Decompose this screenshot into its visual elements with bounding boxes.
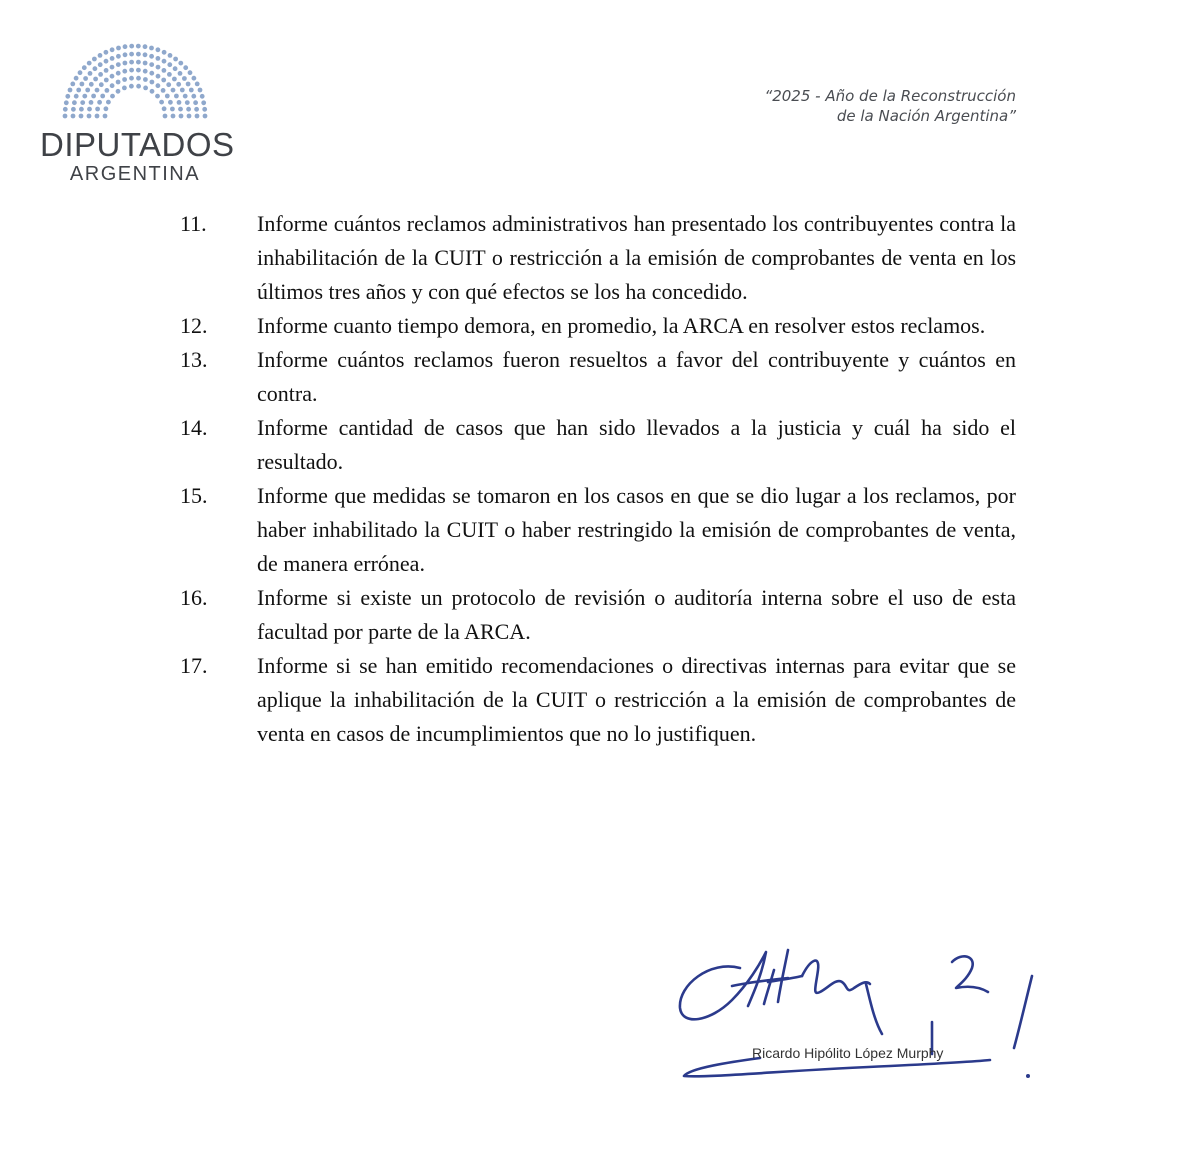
seat-dot	[170, 107, 175, 112]
seat-dot	[149, 71, 154, 76]
seat-dot	[104, 78, 109, 83]
seat-dot	[110, 56, 115, 61]
seat-dot	[80, 100, 85, 105]
seat-dot	[150, 80, 155, 85]
seat-dot	[63, 114, 68, 119]
seat-dot	[178, 71, 183, 76]
seat-dot	[136, 44, 141, 49]
seat-dot	[183, 94, 188, 99]
seat-dot	[192, 76, 197, 81]
seat-dot	[88, 71, 93, 76]
seat-dot	[162, 106, 167, 111]
seat-dot	[116, 80, 121, 85]
seat-dot	[171, 114, 176, 119]
seat-dot	[143, 44, 148, 49]
seat-dot	[165, 94, 170, 99]
seat-dot	[72, 100, 77, 105]
seat-dot	[95, 107, 100, 112]
seat-dot	[85, 88, 90, 93]
seat-dot	[83, 76, 88, 81]
seat-dot	[143, 69, 148, 74]
seat-dot	[188, 70, 193, 75]
seat-dot	[116, 71, 121, 76]
seat-dot	[198, 88, 203, 93]
seat-dot	[186, 107, 191, 112]
item-text: Informe si se han emitido recomendaciones o directivas internas para evitar que se aplique la inhabilitación de la CUIT o restricción a la emisión de comprobantes de venta en casos de incumplimientos que no lo justifiquen.	[257, 653, 1016, 746]
seat-dot	[123, 44, 128, 49]
seat-dot	[162, 50, 167, 55]
year-motto	[764, 86, 1016, 126]
seat-dot	[116, 54, 121, 59]
request-list	[180, 207, 1016, 751]
seat-dot	[185, 100, 190, 105]
seat-dot	[70, 82, 75, 87]
seat-dot	[106, 100, 111, 105]
seat-dot	[122, 86, 127, 91]
seat-dot	[156, 56, 161, 61]
seat-dot	[195, 82, 200, 87]
item-text: Informe cantidad de casos que han sido llevados a la justicia y cuál ha sido el resultado.	[257, 415, 1016, 474]
seat-dot	[163, 114, 168, 119]
seat-dot	[129, 44, 134, 49]
seat-dot	[176, 82, 181, 87]
seat-dot	[93, 77, 98, 82]
seat-dot	[161, 78, 166, 83]
seat-dot	[95, 114, 100, 119]
seat-dot	[180, 88, 185, 93]
seat-dot	[129, 60, 134, 65]
list-item	[180, 207, 1016, 309]
item-text: Informe cuántos reclamos fueron resueltos a favor del contribuyente y cuántos en contra.	[257, 347, 1016, 406]
seat-dot	[122, 69, 127, 74]
seat-dot	[104, 50, 109, 55]
seat-dot	[193, 100, 198, 105]
item-text: Informe cuanto tiempo demora, en promedio, la ARCA en resolver estos reclamos.	[257, 313, 986, 338]
seat-dot	[162, 68, 167, 73]
seat-dot	[99, 82, 104, 87]
item-number: 13.	[180, 347, 208, 372]
seat-dot	[110, 83, 115, 88]
item-number: 17.	[180, 653, 208, 678]
seat-dot	[136, 52, 141, 57]
seat-dot	[191, 94, 196, 99]
seat-dot	[143, 52, 148, 57]
seat-dot	[186, 82, 191, 87]
seat-dot	[156, 74, 161, 79]
seat-dot	[182, 76, 187, 81]
signature-block	[670, 930, 1050, 1090]
seat-dot	[179, 114, 184, 119]
seat-dot	[129, 76, 134, 81]
logo-subtitle: ARGENTINA	[69, 163, 201, 185]
list-item	[180, 581, 1016, 649]
seat-dot	[123, 61, 128, 66]
seat-dot	[149, 54, 154, 59]
seat-dot	[78, 70, 83, 75]
seat-dot	[116, 46, 121, 51]
seat-dot	[110, 74, 115, 79]
seat-dot	[166, 82, 171, 87]
list-item	[180, 479, 1016, 581]
seat-dot	[156, 47, 161, 52]
seat-dot	[201, 100, 206, 105]
handwritten-signature	[670, 930, 1050, 1090]
seat-dot	[82, 65, 87, 70]
item-number: 16.	[180, 585, 208, 610]
seat-dot	[123, 52, 128, 57]
seat-dot	[155, 94, 160, 99]
seat-dot	[116, 62, 121, 67]
seat-dot	[143, 86, 148, 91]
seat-dot	[178, 61, 183, 66]
seat-dot	[168, 100, 173, 105]
item-text: Informe que medidas se tomaron en los casos en que se dio lugar a los reclamos, por haber inhabilitado la CUIT o haber restringido la emisión de comprobantes de venta, de manera errónea.	[257, 483, 1016, 576]
logo	[40, 40, 235, 190]
seat-dot	[63, 107, 68, 112]
motto-line-1: “2025 - Año de la Reconstrucción	[764, 87, 1016, 105]
seat-dot	[203, 114, 208, 119]
seat-dot	[149, 46, 154, 51]
seat-dot	[76, 88, 81, 93]
seat-dot	[183, 65, 188, 70]
seat-dot	[172, 77, 177, 82]
seat-dot	[104, 59, 109, 64]
signer-name: Ricardo Hipólito López Murphy	[752, 1045, 944, 1061]
seat-dot	[98, 53, 103, 58]
seat-dot	[80, 82, 85, 87]
seat-dot	[136, 68, 141, 73]
seat-dot	[64, 100, 69, 105]
seat-dot	[89, 100, 94, 105]
seat-dot	[194, 107, 199, 112]
seat-dot	[110, 47, 115, 52]
seat-dot	[87, 107, 92, 112]
seat-dot	[103, 114, 108, 119]
seat-dot	[105, 88, 110, 93]
seat-dot	[116, 89, 121, 94]
seat-dot	[91, 94, 96, 99]
seat-dot	[136, 76, 141, 81]
seat-dot	[162, 59, 167, 64]
seat-dot	[98, 72, 103, 77]
seat-dot	[87, 61, 92, 66]
seat-dot	[136, 84, 141, 89]
seat-dot	[104, 106, 109, 111]
seat-dot	[129, 84, 134, 89]
list-item	[180, 411, 1016, 479]
seat-dot	[195, 114, 200, 119]
seat-dot	[95, 88, 100, 93]
seat-dot	[110, 65, 115, 70]
seat-dot	[178, 107, 183, 112]
seat-dot	[171, 88, 176, 93]
item-number: 15.	[180, 483, 208, 508]
seat-dot	[187, 114, 192, 119]
seat-dot	[168, 53, 173, 58]
seat-dot	[173, 57, 178, 62]
hemicycle-icon	[60, 40, 210, 120]
seat-dot	[71, 107, 76, 112]
seat-dot	[161, 88, 166, 93]
list-item	[180, 649, 1016, 751]
item-number: 11.	[180, 211, 207, 236]
seat-dot	[173, 66, 178, 71]
seat-dot	[189, 88, 194, 93]
seat-dot	[71, 114, 76, 119]
seat-dot	[129, 68, 134, 73]
seat-dot	[167, 62, 172, 67]
seat-dot	[122, 77, 127, 82]
seat-dot	[156, 65, 161, 70]
seat-dot	[68, 88, 73, 93]
seat-dot	[167, 72, 172, 77]
seat-dot	[74, 76, 79, 81]
seat-dot	[143, 61, 148, 66]
seat-dot	[143, 77, 148, 82]
seat-dot	[156, 83, 161, 88]
seat-dot	[79, 107, 84, 112]
seat-dot	[136, 60, 141, 65]
seat-dot	[87, 114, 92, 119]
seat-dot	[174, 94, 179, 99]
seat-dot	[200, 94, 205, 99]
motto-line-2: de la Nación Argentina”	[836, 107, 1016, 125]
seat-dot	[177, 100, 182, 105]
seat-dot	[150, 89, 155, 94]
item-text: Informe cuántos reclamos administrativos han presentado los contribuyentes contra la inhabilitación de la CUIT o restricción a la emisión de comprobantes de venta en los últimos tres años y con qué efectos se los ha concedido.	[257, 211, 1016, 304]
seat-dot	[82, 94, 87, 99]
seat-dot	[74, 94, 79, 99]
seat-dot	[159, 100, 164, 105]
seat-dot	[92, 57, 97, 62]
seat-dot	[110, 94, 115, 99]
seat-dot	[100, 94, 105, 99]
list-item	[180, 343, 1016, 411]
seat-dot	[104, 68, 109, 73]
seat-dot	[97, 100, 102, 105]
seat-dot	[65, 94, 70, 99]
seat-dot	[149, 62, 154, 67]
item-text: Informe si existe un protocolo de revisión o auditoría interna sobre el uso de esta facultad por parte de la ARCA.	[257, 585, 1016, 644]
list-item	[180, 309, 1016, 343]
logo-title: DIPUTADOS	[40, 126, 235, 163]
seat-dot	[93, 66, 98, 71]
seat-dot	[98, 62, 103, 67]
seat-dot	[129, 52, 134, 57]
seat-dot	[202, 107, 207, 112]
seat-dot	[79, 114, 84, 119]
item-number: 14.	[180, 415, 208, 440]
item-number: 12.	[180, 313, 208, 338]
seat-dot	[89, 82, 94, 87]
